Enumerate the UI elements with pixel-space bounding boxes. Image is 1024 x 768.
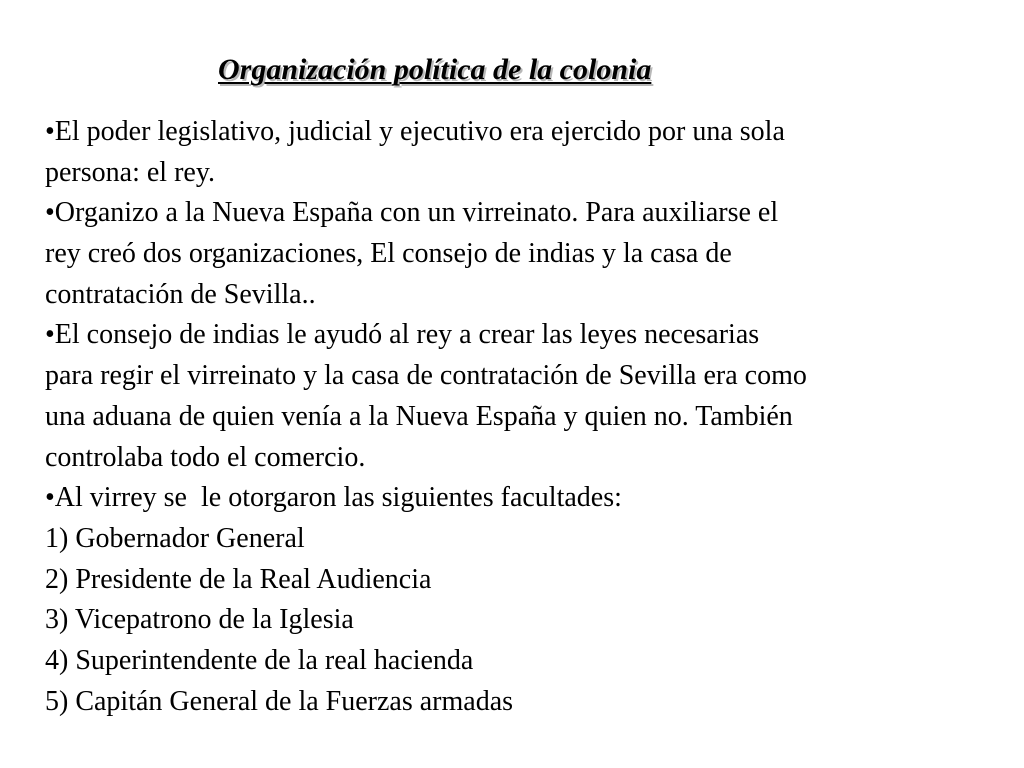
text-line: persona: el rey. <box>45 156 215 188</box>
text-line: •El consejo de indias le ayudó al rey a crear las leyes necesarias <box>45 319 760 351</box>
text-line: controlaba todo el comercio. <box>45 441 366 473</box>
list-item: 4) Superintendente de la real hacienda <box>45 644 474 676</box>
text-line: •El poder legislativo, judicial y ejecutivo era ejercido por una sola <box>45 116 785 147</box>
text-line: para regir el virreinato y la casa de contratación de Sevilla era como <box>45 360 807 392</box>
list-item: 3) Vicepatrono de la Iglesia <box>45 604 354 636</box>
slide-body <box>45 112 990 722</box>
list-item: 2) Presidente de la Real Audiencia <box>45 563 432 595</box>
text-line: •Organizo a la Nueva España con un virreinato. Para auxiliarse el <box>45 197 779 229</box>
list-item: 1) Gobernador General <box>45 522 305 554</box>
slide-title: Organización política de la colonia <box>218 53 652 86</box>
text-line: una aduana de quien venía a la Nueva España y quien no. También <box>45 400 793 432</box>
text-line: •Al virrey se le otorgaron las siguientes facultades: <box>45 482 622 514</box>
text-line: rey creó dos organizaciones, El consejo de indias y la casa de <box>45 238 732 270</box>
text-line: contratación de Sevilla.. <box>45 278 316 310</box>
list-item: 5) Capitán General de la Fuerzas armadas <box>45 685 514 717</box>
